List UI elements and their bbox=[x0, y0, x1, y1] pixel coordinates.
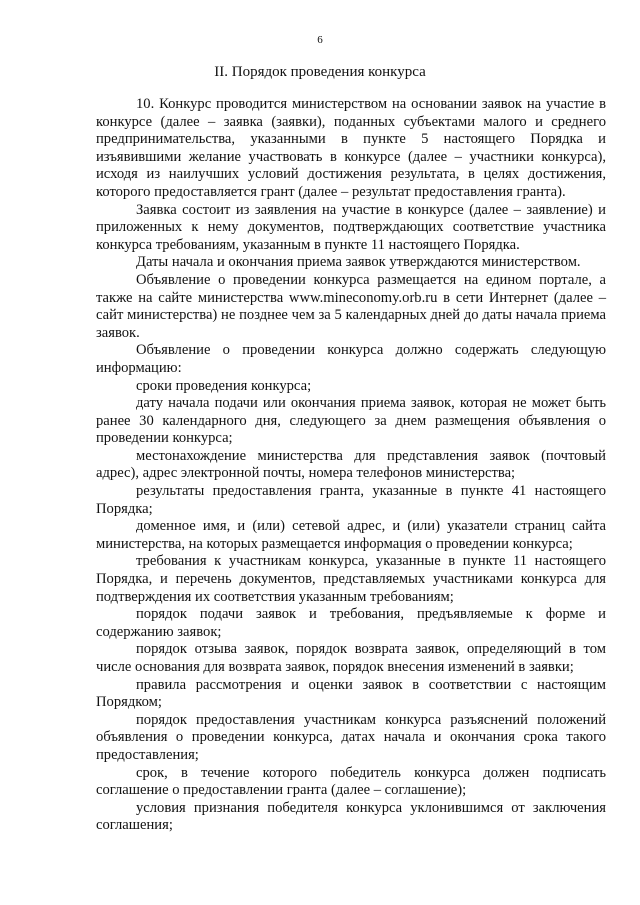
paragraph: 10. Конкурс проводится министерством на основании заявок на участие в конкурсе (далее – заявка (заявки), поданных субъектами малого и среднего предпринимательства, указанными в пункте 5 настоящего Порядка и изъявившими желание участвовать в конкурсе (далее – участники конкурса), исходя из наилучших условий достижения результата, в целях достижения, которого предоставляется грант (далее – результат предоставления гранта). bbox=[96, 96, 606, 200]
paragraph: Даты начала и окончания приема заявок утверждаются министерством. bbox=[136, 254, 581, 271]
page-number: 6 bbox=[317, 34, 323, 46]
paragraph: требования к участникам конкурса, указанные в пункте 11 настоящего Порядка, и перечень документов, представляемых участниками конкурса для подтверждения их соответствия указанным требованиям; bbox=[96, 553, 606, 605]
paragraph: условия признания победителя конкурса уклонившимся от заключения соглашения; bbox=[96, 799, 606, 834]
paragraph: Объявление о проведении конкурса должно содержать следующую информацию: bbox=[96, 342, 606, 376]
section-heading: II. Порядок проведения конкурса bbox=[214, 64, 426, 80]
paragraph: результаты предоставления гранта, указанные в пункте 41 настоящего Порядка; bbox=[96, 483, 606, 517]
paragraph: порядок подачи заявок и требования, предъявляемые к форме и содержанию заявок; bbox=[96, 606, 606, 640]
paragraph: дату начала подачи или окончания приема заявок, которая не может быть ранее 30 календарного дня, следующего за днем размещения объявления о проведении конкурса; bbox=[96, 395, 606, 447]
document-body bbox=[96, 96, 606, 835]
paragraph: порядок предоставления участникам конкурса разъяснений положений объявления о проведении конкурса, датах начала и окончания срока такого предоставления; bbox=[96, 711, 606, 763]
paragraph: сроки проведения конкурса; bbox=[136, 377, 312, 394]
paragraph: местонахождение министерства для представления заявок (почтовый адрес), адрес электронной почты, номера телефонов министерства; bbox=[96, 447, 606, 482]
paragraph: порядок отзыва заявок, порядок возврата заявок, определяющий в том числе основания для возврата заявок, порядок внесения изменений в заявки; bbox=[96, 641, 606, 675]
paragraph: доменное имя, и (или) сетевой адрес, и (или) указатели страниц сайта министерства, на которых размещается информация о проведении конкурса; bbox=[96, 518, 606, 552]
paragraph: правила рассмотрения и оценки заявок в соответствии с настоящим Порядком; bbox=[96, 676, 606, 711]
paragraph: Объявление о проведении конкурса размещается на едином портале, а также на сайте министерства www.mineconomy.orb.ru в сети Интернет (далее – сайт министерства) не позднее чем за 5 календарных дней до даты начала приема заявок. bbox=[96, 271, 606, 341]
paragraph: Заявка состоит из заявления на участие в конкурсе (далее – заявление) и приложенных к нему документов, подтверждающих соответствие участника конкурса требованиям, указанным в пункте 11 настоящего Порядка. bbox=[96, 201, 606, 253]
paragraph: срок, в течение которого победитель конкурса должен подписать соглашение о предоставлении гранта (далее – соглашение); bbox=[96, 764, 606, 799]
